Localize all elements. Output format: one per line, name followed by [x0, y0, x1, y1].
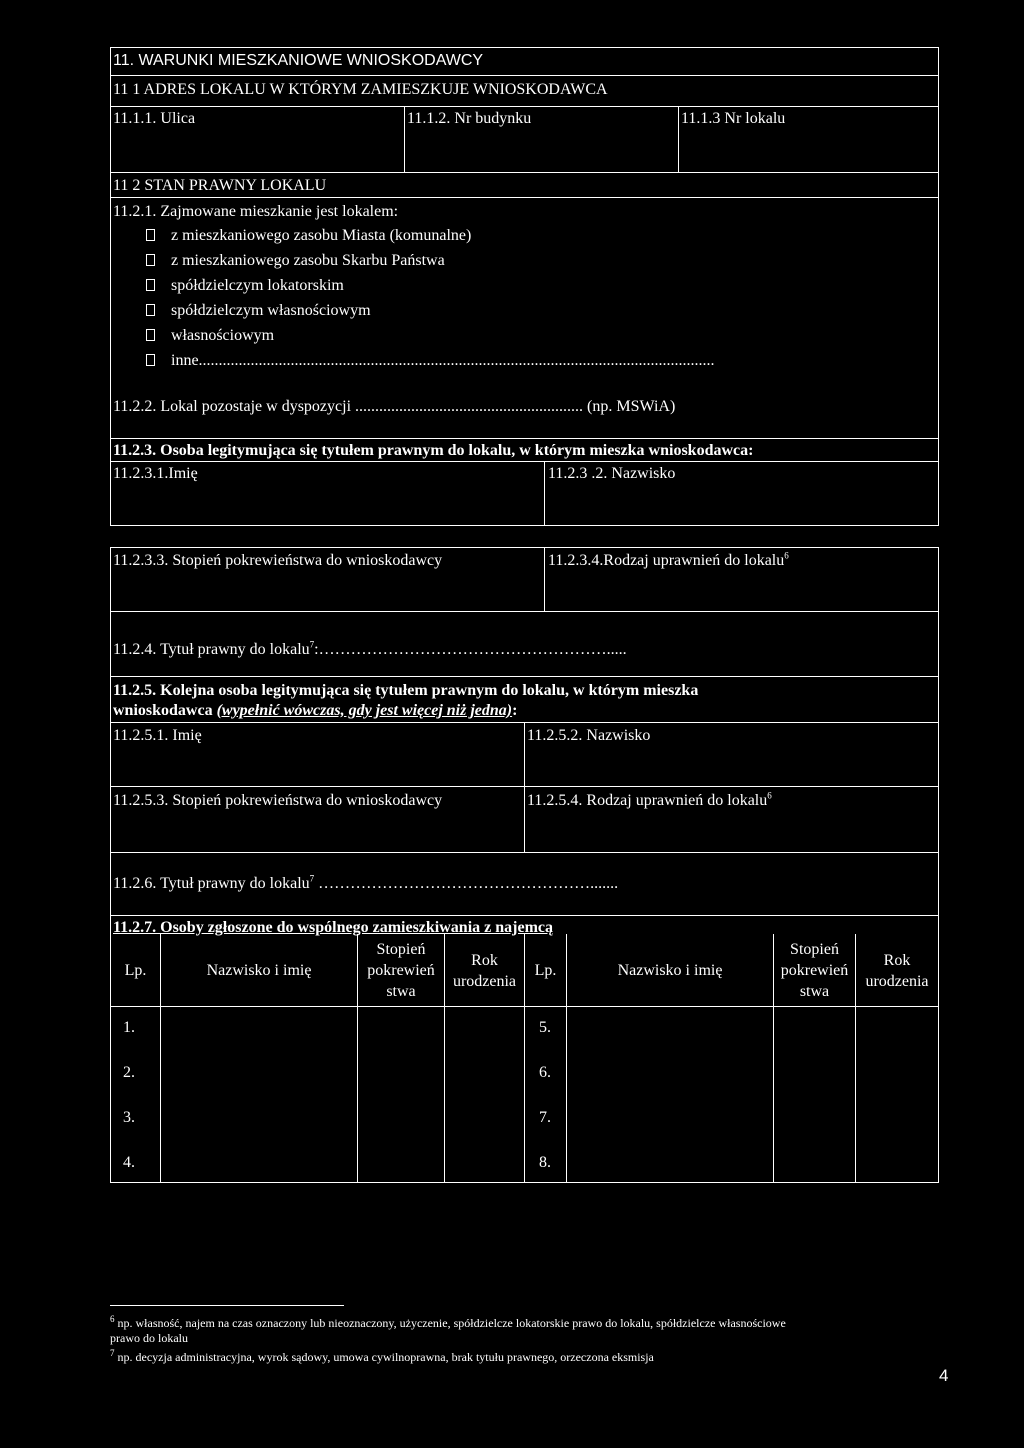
option-label: spółdzielczym własnościowym	[171, 302, 371, 319]
checkbox-municipal[interactable]	[146, 229, 155, 241]
second-holder-relation-label: 11.2.5.3. Stopień pokrewieństwa do wnioskodawcy	[113, 792, 443, 809]
holder-relation-field[interactable]	[112, 574, 542, 609]
cohabitants-left-entries[interactable]	[161, 1008, 356, 1180]
flat-number-field[interactable]	[680, 132, 936, 170]
building-number-field[interactable]	[406, 132, 676, 170]
second-holder-rights-label: 11.2.5.4. Rodzaj uprawnień do lokalu$^6$	[527, 790, 772, 809]
second-holder-legal-title-field[interactable]: 11.2.6. Tytuł prawny do lokalu$^7$ …………………………………………….......	[113, 873, 619, 892]
checkbox-cooperative-tenant[interactable]	[146, 279, 155, 291]
row-number: 6.	[539, 1064, 551, 1081]
col-header-lp: Lp.	[124, 962, 147, 979]
holder-rights-field[interactable]	[546, 574, 936, 609]
legal-title-holder-heading: 11.2.3. Osoba legitymująca się tytułem prawnym do lokalu, w którym mieszka wnioskodawca:	[113, 442, 754, 459]
second-holder-relation-field[interactable]	[112, 814, 522, 850]
row-number: 5.	[539, 1019, 551, 1036]
col-header-relation: Stopień pokrewień stwa	[367, 941, 435, 1000]
second-holder-surname-field[interactable]	[526, 748, 936, 784]
subsection-address-title: 11 1 ADRES LOKALU W KTÓRYM ZAMIESZKUJE WNIOSKODAWCA	[113, 81, 608, 98]
subsection-legal-status-title: 11 2 STAN PRAWNY LOKALU	[113, 177, 327, 194]
second-holder-surname-label: 11.2.5.2. Nazwisko	[527, 727, 651, 744]
row-number: 2.	[123, 1064, 135, 1081]
holder-surname-field[interactable]	[546, 486, 936, 523]
page-number: 4	[939, 1366, 949, 1385]
row-number: 8.	[539, 1154, 551, 1171]
second-holder-heading: 11.2.5. Kolejna osoba legitymująca się tytułem prawnym do lokalu, w którym mieszka	[113, 682, 699, 699]
row-number: 7.	[539, 1109, 551, 1126]
option-label-other[interactable]: inne.................................................................................................................................	[171, 352, 715, 369]
row-number: 1.	[123, 1019, 135, 1036]
col-header-relation: Stopień pokrewień stwa	[780, 941, 849, 1000]
footnote-6: $^6$ np. własność, najem na czas oznaczony lub nieoznaczony, użyczenie, spółdzielcze lokatorskie prawo do lokalu, spółdzielcze własnościowe prawo do lokalu	[110, 1314, 786, 1345]
col-header-name: Nazwisko i imię	[617, 962, 723, 979]
section-title: 11. WARUNKI MIESZKANIOWE WNIOSKODAWCY	[113, 52, 484, 69]
checkbox-state-treasury[interactable]	[146, 254, 155, 266]
col-header-birth-year: Rok urodzenia	[865, 952, 929, 990]
second-holder-first-name-label: 11.2.5.1. Imię	[113, 727, 202, 744]
col-header-name: Nazwisko i imię	[206, 962, 312, 979]
second-holder-first-name-field[interactable]	[112, 748, 522, 784]
option-label: z mieszkaniowego zasobu Miasta (komunalne)	[171, 227, 472, 244]
premises-disposal-field[interactable]: 11.2.2. Lokal pozostaje w dyspozycji ......................................................... (np. MSWiA)	[113, 398, 676, 415]
option-label: własnościowym	[171, 327, 275, 344]
col-header-birth-year: Rok urodzenia	[452, 952, 517, 990]
cohabitants-right-entries[interactable]	[567, 1008, 772, 1180]
footnote-separator	[110, 1305, 344, 1306]
building-number-label: 11.1.2. Nr budynku	[407, 110, 532, 127]
checkbox-other[interactable]	[146, 354, 155, 366]
second-holder-rights-field[interactable]	[526, 814, 936, 850]
option-label: spółdzielczym lokatorskim	[171, 277, 344, 294]
flat-number-label: 11.1.3 Nr lokalu	[681, 110, 786, 127]
holder-relation-label: 11.2.3.3. Stopień pokrewieństwa do wnioskodawcy	[113, 552, 443, 569]
holder-surname-label: 11.2.3 .2. Nazwisko	[548, 465, 676, 482]
checkbox-ownership[interactable]	[146, 329, 155, 341]
row-number: 3.	[123, 1109, 135, 1126]
premises-type-question: 11.2.1. Zajmowane mieszkanie jest lokalem:	[113, 203, 399, 220]
second-holder-heading-cont: wnioskodawca (wypełnić wówczas, gdy jest więcej niż jedna):	[113, 702, 518, 719]
col-header-lp: Lp.	[534, 962, 557, 979]
holder-first-name-field[interactable]	[112, 486, 542, 523]
cohabitants-heading: 11.2.7. Osoby zgłoszone do wspólnego zamieszkiwania z najemcą	[113, 919, 553, 936]
row-number: 4.	[123, 1154, 135, 1171]
option-label: z mieszkaniowego zasobu Skarbu Państwa	[171, 252, 445, 269]
footnote-7: $^7$ np. decyzja administracyjna, wyrok sądowy, umowa cywilnoprawna, brak tytułu prawnego, orzeczona eksmisja	[110, 1348, 654, 1364]
holder-rights-label: 11.2.3.4.Rodzaj uprawnień do lokalu$^6$	[548, 550, 789, 569]
holder-first-name-label: 11.2.3.1.Imię	[113, 465, 198, 482]
street-label: 11.1.1. Ulica	[113, 110, 196, 127]
street-field[interactable]	[112, 132, 402, 170]
holder-legal-title-field[interactable]: 11.2.4. Tytuł prawny do lokalu$^7$:……………………………………………….....	[113, 639, 627, 658]
checkbox-cooperative-ownership[interactable]	[146, 304, 155, 316]
